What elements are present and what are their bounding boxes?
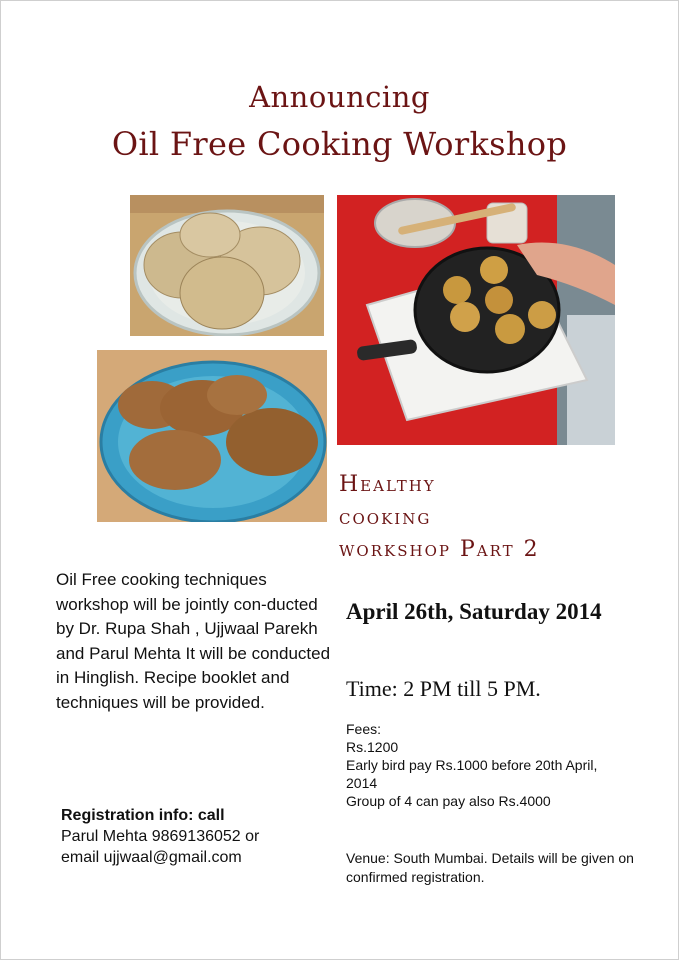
subtitle-cooking: cooking	[339, 505, 432, 530]
fees-early-bird: Early bird pay Rs.1000 before 20th April, 2014	[346, 757, 598, 791]
title-announcing: Announcing	[249, 80, 430, 114]
fees-regular: Rs.1200	[346, 739, 399, 755]
workshop-description: Oil Free cooking techniques workshop will be jointly con-ducted by Dr. Rupa Shah , Ujjwaal Parekh and Parul Mehta It will be conducted in Hinglish. Recipe booklet and techniques will be provided.	[56, 570, 331, 712]
event-time: Time: 2 PM till 5 PM.	[346, 676, 541, 701]
cutlets-photo	[97, 350, 327, 522]
fees-label: Fees:	[346, 721, 382, 737]
registration-info	[61, 805, 341, 868]
fees-block	[346, 720, 616, 810]
fees-group: Group of 4 can pay also Rs.4000	[346, 793, 551, 809]
title-workshop: Oil Free Cooking Workshop	[111, 125, 568, 163]
event-date: April 26th, Saturday 2014	[346, 599, 602, 624]
registration-phone: Parul Mehta 9869136052 or	[61, 828, 260, 845]
appe-pan-photo	[337, 195, 615, 445]
registration-email: email ujjwaal@gmail.com	[61, 849, 242, 866]
venue-info: Venue: South Mumbai. Details will be given on confirmed registration.	[346, 850, 634, 885]
subtitle-healthy: Healthy	[339, 472, 436, 497]
subtitle-workshop-part: workshop Part 2	[339, 537, 540, 562]
papad-photo	[130, 195, 324, 336]
registration-heading: Registration info: call	[61, 807, 225, 824]
